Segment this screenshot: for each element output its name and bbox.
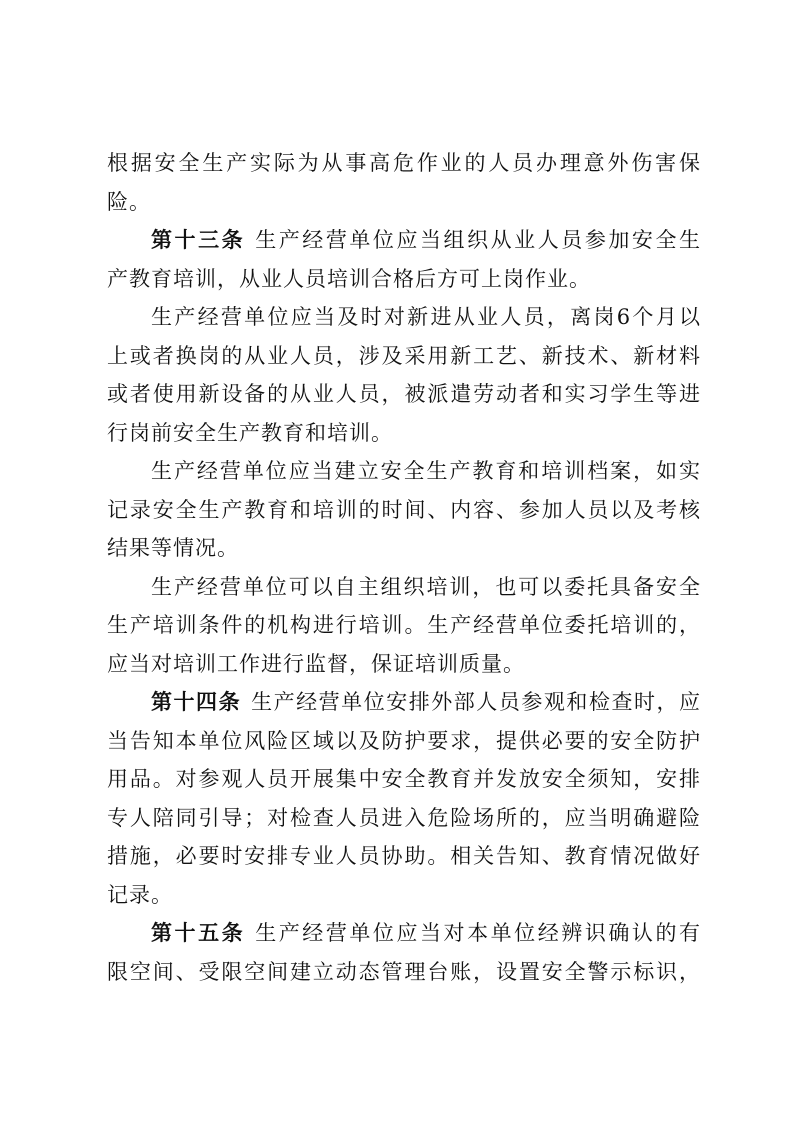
text-line: 用品。对参观人员开展集中安全教育并发放安全须知，安排 (107, 767, 701, 791)
text-line: 根据安全生产实际为从事高危作业的人员办理意外伤害保 (107, 151, 701, 175)
text-line: 上或者换岗的从业人员，涉及采用新工艺、新技术、新材料 (107, 343, 701, 368)
text-line: 生产培训条件的机构进行培训。生产经营单位委托培训的， (107, 613, 701, 637)
document-page (107, 144, 701, 991)
article-heading: 第十四条 (151, 689, 242, 714)
text-line: 记录安全生产教育和培训的时间、内容、参加人员以及考核 (107, 497, 701, 522)
article-paragraph (107, 221, 701, 298)
article-paragraph (107, 914, 701, 991)
text-line: 险。 (107, 189, 151, 214)
text-line: 生产经营单位应当建立安全生产教育和培训档案，如实 (151, 459, 701, 483)
text-line: 行岗前安全生产教育和培训。 (107, 420, 393, 445)
text-line: 当告知本单位风险区域以及防护要求，提供必要的安全防护 (107, 728, 701, 753)
text-line: 产教育培训，从业人员培训合格后方可上岗作业。 (107, 266, 591, 291)
text-line: 结果等情况。 (107, 536, 239, 560)
article-paragraph (107, 683, 701, 914)
text-line: 或者使用新设备的从业人员，被派遣劳动者和实习学生等进 (107, 382, 701, 406)
paragraph (107, 452, 701, 568)
text-line: 第十四条 生产经营单位安排外部人员参观和检查时，应 (151, 689, 702, 714)
text-line: 第十三条 生产经营单位应当组织从业人员参加安全生 (151, 227, 702, 252)
text-line: 应当对培训工作进行监督，保证培训质量。 (107, 651, 525, 676)
paragraph (107, 144, 701, 221)
text-line: 专人陪同引导；对检查人员进入危险场所的，应当明确避险 (107, 805, 701, 830)
text-line: 生产经营单位应当及时对新进从业人员，离岗6个月以 (151, 305, 701, 329)
text-line: 限空间、受限空间建立动态管理台账，设置安全警示标识， (107, 959, 701, 984)
text-line: 记录。 (107, 882, 173, 907)
text-line: 第十五条 生产经营单位应当对本单位经辨识确认的有 (151, 920, 702, 945)
text-line: 生产经营单位可以自主组织培训，也可以委托具备安全 (151, 574, 701, 599)
article-heading: 第十三条 (151, 227, 246, 252)
article-heading: 第十五条 (151, 920, 246, 945)
text-line: 措施，必要时安排专业人员协助。相关告知、教育情况做好 (107, 844, 701, 868)
paragraph (107, 568, 701, 684)
paragraph (107, 298, 701, 452)
